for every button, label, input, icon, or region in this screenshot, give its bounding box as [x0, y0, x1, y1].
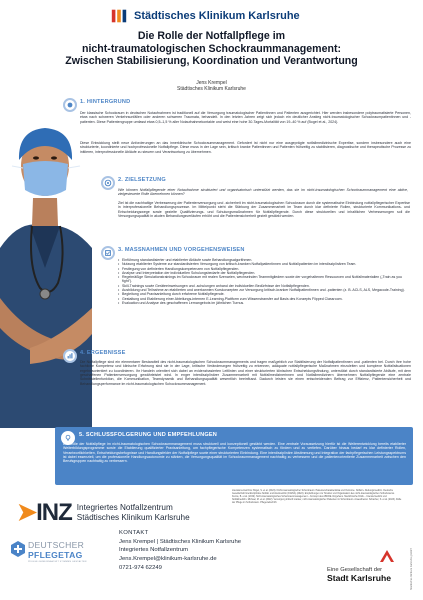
- side-imprint: Städtisches Klinikum Karlsruhe gGmbH: [410, 548, 413, 590]
- contact-phone: 0721-974 62249: [119, 564, 162, 571]
- contact-line: Jens Krempel | Städtisches Klinikum Karlsruhe: [119, 538, 242, 545]
- inz-mark-text: INZ: [36, 499, 72, 526]
- hintergrund-para-2: Diese Entwicklung stellt neue Anforderungen an das innerklinische Schockraummanagement. Gefordert ist nicht nur eine ausgeprägte notfallmedizinische Expertise, sondern insbesondere auch eine strukturierte, koordinierte und hochprofessionelle Notfallpflege. Diese muss in der Lage sein, kritisch kranke Patientinnen und Patienten frühzeitig zu stabilisieren, diagnostische und therapeutische Prozesse zu initiieren, interprofessionelle Abläufe zu steuern und Verantwortung zu übernehmen.: [80, 141, 411, 154]
- klinikum-logo-icon: [110, 7, 128, 25]
- contact-heading: KONTAKT: [119, 530, 149, 536]
- massnahmen-heading: 3. MASSNAHMEN UND VORGEHENSWEISEN: [118, 247, 245, 253]
- hintergrund-heading: 1. HINTERGRUND: [80, 99, 131, 105]
- massnahmen-item: • Einführung standardisierter und etablierter Abläufe sowie Behandlungsalgorithmen.: [118, 258, 410, 262]
- massnahmen-icon: [101, 246, 115, 260]
- zielsetzung-question: Wie können Notfallpflegende einer Notaufnahme strukturiert und organisatorisch unterstützt werden, das sie im nicht-traumatologischen Schockraummanagement eine aktive, zielgesteuerte Rolle übernehmen können?: [118, 188, 408, 197]
- massnahmen-item: • Gestaltung und Etablierung einer Abteilungs-internen E-Learning-Plattform zum Wissenstransfer auf Basis des Konzepts Flipped Classroom.: [118, 297, 410, 301]
- karlsruhe-logo: [327, 567, 391, 583]
- title-line-3: Zwischen Stabilisierung, Koordination und Verantwortung: [65, 55, 358, 68]
- karlsruhe-line-2: Stadt Karlsruhe: [327, 573, 391, 583]
- zielsetzung-icon: [101, 176, 115, 190]
- contact-line: Integriertes Notfallzentrum: [119, 547, 189, 554]
- hintergrund-icon: [63, 98, 77, 112]
- karlsruhe-emblem-icon: [378, 548, 396, 566]
- pflegetag-line-1: DEUTSCHER: [28, 540, 85, 550]
- title-line-2: nicht-traumatologischen Schockraummanagement:: [81, 42, 341, 55]
- schluss-heading: 5. SCHLUSSFOLGERUNG UND EMPFEHLUNGEN: [79, 432, 218, 438]
- pflegetag-subtitle: PFLEGE GEMEINSAM MIT STIMMEN GESTALTEN: [28, 561, 87, 563]
- inz-line-2: Städtisches Klinikum Karlsruhe: [76, 512, 190, 522]
- author-affiliation: Städtisches Klinikum Karlsruhe: [177, 86, 246, 92]
- nurse-illustration: [0, 98, 92, 428]
- massnahmen-item: • Ausbildung und Teilnahme an etablierten und anerkannten Kurskonzepten zur Versorgung kritisch-kranker Notfallpatientinnen und -patienten (z. B. ACLS, ALS, Megacode-Training).: [118, 288, 410, 292]
- inz-logo: [17, 498, 190, 527]
- conclusion-box: [55, 427, 413, 485]
- massnahmen-item: • Analyse und Interpretation der individuellen Schulungsbedarfe der Notfallpflegenden.: [118, 271, 410, 275]
- schluss-para: Die Rolle der Notfallpflege im nicht-traumatologischen Schockraummanagement muss strukturell und konzeptionell gestärkt werden. Eine zentrale Voraussetzung hierfür ist die Weiterentwicklung bereits etablierter Weiterbildungsprogramme sowie die Etablierung qualifizierter Praxisanleitung, um fachpflegerische Kompetenzen systematisch zu fördern und zu vertiefen. Darüber hinaus bedarf es klar definierter Rollen, Verantwortlichkeiten, Entscheidungsbefugnisse und Handlungsfelder der Notfallpflege sowie einer strukturierten Einbindung. Eine interdisziplinäre Abstimmung und Integration der fachpflegerischen Leistungsspektrums ist dabei essenziell, um die professionelle Handlungsautonomie zu stärken, die Versorgungsqualität im Schockraummanagement nachhaltig zu verbessern und die patientenorientierte Zusammenarbeit zwischen den Berufsgruppen nachhaltig zu verbessern.: [63, 442, 406, 464]
- klinikum-logo-text: Städtisches Klinikum Karlsruhe: [134, 10, 300, 22]
- massnahmen-item: • Begleitung und Praxisanleitung durch erfahrene Notfallpflegende.: [118, 292, 410, 296]
- pflegetag-badge-icon: [10, 540, 26, 558]
- massnahmen-item: • Skill-Trainings sowie Geräteeinweisungen und -schulungen anhand der individuellen Bedürfnisse der Notfallpflegenden.: [118, 284, 410, 288]
- klinikum-logo: [110, 7, 300, 25]
- poster-title: [30, 30, 393, 68]
- ergebnisse-para: Die Notfallpflege sind ein elementarer Bestandteil des nicht-traumatologischen Schockraummanagements und tragen maßgeblich zur Stabilisierung der Notfallpatientinnen und -patienten bei. Durch ihre hohe fachliche Kompetenz und klinische Erfahrung sind sie in der Lage, kritische Veränderungen frühzeitig zu erkennen, adäquate notfallpflegerische Maßnahmen einzuleiten und komplexe Notfallsituationen ergebnisorientiert zu koordinieren. Ihr Handeln orientiert sich dabei an evidenzbasierten Leitlinien und einer strukturierten klinischen Entscheidungsfindung, unterstützt durch standardisierte Abläufe, mit dem geschaffenen Patientenversorgung gewährleistet wird. In enger interdisziplinärer Zusammenarbeit mit Notfallmedizinerinnen und Notfallmedizinern übernehmen Notfallpflegende eine zentrale Schnittstellenfunktion, die Kommunikation, Teamdynamik und Behandlungsqualität wesentlich beeinflusst. Dadurch leisten sie einen entscheidenden Beitrag zur Effizienz, Patientensicherheit und Behandlungsperformance im nicht-traumatologischen Schockraummanagement.: [80, 360, 411, 386]
- massnahmen-item: • Nutzung etablierter Systeme zur standardisierten Versorgung von kritisch-kranken Notfallpatientinnen und Notfallpatienten im interdisziplinären Team.: [118, 262, 410, 266]
- pflegetag-line-2: PFLEGETAG: [28, 550, 83, 560]
- references: Literaturverzeichnis: Bogel, S. et al. (2024). Nicht-traumatologischer Schockraum: Patientencharakteristika und Outcome. Notfall + Rettungsmedizin. Deutsche Gesellschaft Interdisziplinäre Notfall- und Akutmedizin (DGINA) (2022). Empfehlungen zur Struktur und Organisation des nicht-traumatologischen Schockraums. Kumle, B. et al. (2019). Nicht-traumatologisches Schockraummanagement – Konzept des ABCDE-Vorgehens. Medizinische Klinik – Intensivmedizin und Notfallmedizin. Michael, M. et al. (2022). Versorgung kritisch kranker, nicht-traumatologischer Patienten im Schockraum. Anaesthesist. Schacher, S. et al. (2023). Rolle der Pflege im Schockraum. Pflegezeitschrift.: [232, 490, 402, 504]
- massnahmen-list: [118, 258, 410, 305]
- inz-arrow-icon: ➤: [17, 499, 37, 526]
- author-block: [0, 80, 423, 92]
- ergebnisse-heading: 4. ERGEBNISSE: [80, 350, 126, 356]
- nurse-photo: [0, 98, 92, 428]
- massnahmen-item: • Regelmäßige Simulationstrainings im Schockraum mit realen Szenarien, wechselnden Teammitgliedern sowie der vorgehaltenen Ressourcen und Notfallmaterialien („Train as you fight").: [118, 275, 410, 284]
- inz-mark: [17, 498, 72, 527]
- ergebnisse-icon: [63, 349, 77, 363]
- author-name: Jens Krempel: [196, 80, 227, 86]
- massnahmen-item: • Evaluation und Analyse des geschaffenen Lernangebots im jährlichen Turnus.: [118, 301, 410, 305]
- inz-line-1: Integriertes Notfallzentrum: [76, 502, 173, 512]
- title-line-1: Die Rolle der Notfallpflege im: [137, 30, 286, 42]
- zielsetzung-para: Ziel ist die nachhaltige Verbesserung der Patientenversorgung und -sicherheit im nicht-traumatologischen Schockraum durch die systematische Einbindung notfallpflegerischer Expertise in interprofessionelle Behandlungsprozesse. Im Mittelpunkt steht die Stärkung der Zusammenarbeit im Team durch klar definierte Rollen, strukturierte Kommunikations- und Entscheidungswege sowie gezielte Qualifizierungs- und Schulungsmaßnahmen für Notfallpflegende. Durch diese strukturellen und inhaltlichen Verbesserungen soll die Versorgungsqualität in akuten Behandlungsverläufen erhöht und die Patientensicherheit gezielt gestärkt werden.: [118, 201, 410, 219]
- inz-text: [77, 503, 190, 523]
- karlsruhe-line-1: Eine Gesellschaft der: [327, 567, 383, 573]
- zielsetzung-heading: 2. ZIELSETZUNG: [118, 177, 166, 183]
- contact-email[interactable]: Jens.Krempel@klinikum-karlsruhe.de: [119, 556, 217, 563]
- hintergrund-para-1: Der klassische Schockraum in deutschen Notaufnahmen ist traditionell auf die Versorgung traumatologischer Patientinnen und Patienten ausgerichtet. Hier werden insbesondere polytraumatisierte Personen, etwa nach schweren Verkehrsunfällen oder anderen schweren Traumata, behandelt. In den letzten Jahren zeigt sich jedoch ein deutlicher Anstieg nicht-traumatologischer Schockraumpatientinnen und -patienten. Diese Patientengruppe umfasst etwa 0,5–1,5 % aller Notaufnahmekontakte und weist eine hohe 30-Tages-Mortalität von 19–40 % auf (Bogel et al., 2024).: [80, 111, 411, 124]
- pflegetag-logo: [28, 540, 90, 563]
- massnahmen-item: • Festlegung von definierten Handlungskompetenzen von Notfallpflegenden.: [118, 267, 410, 271]
- contact-block: [119, 529, 241, 573]
